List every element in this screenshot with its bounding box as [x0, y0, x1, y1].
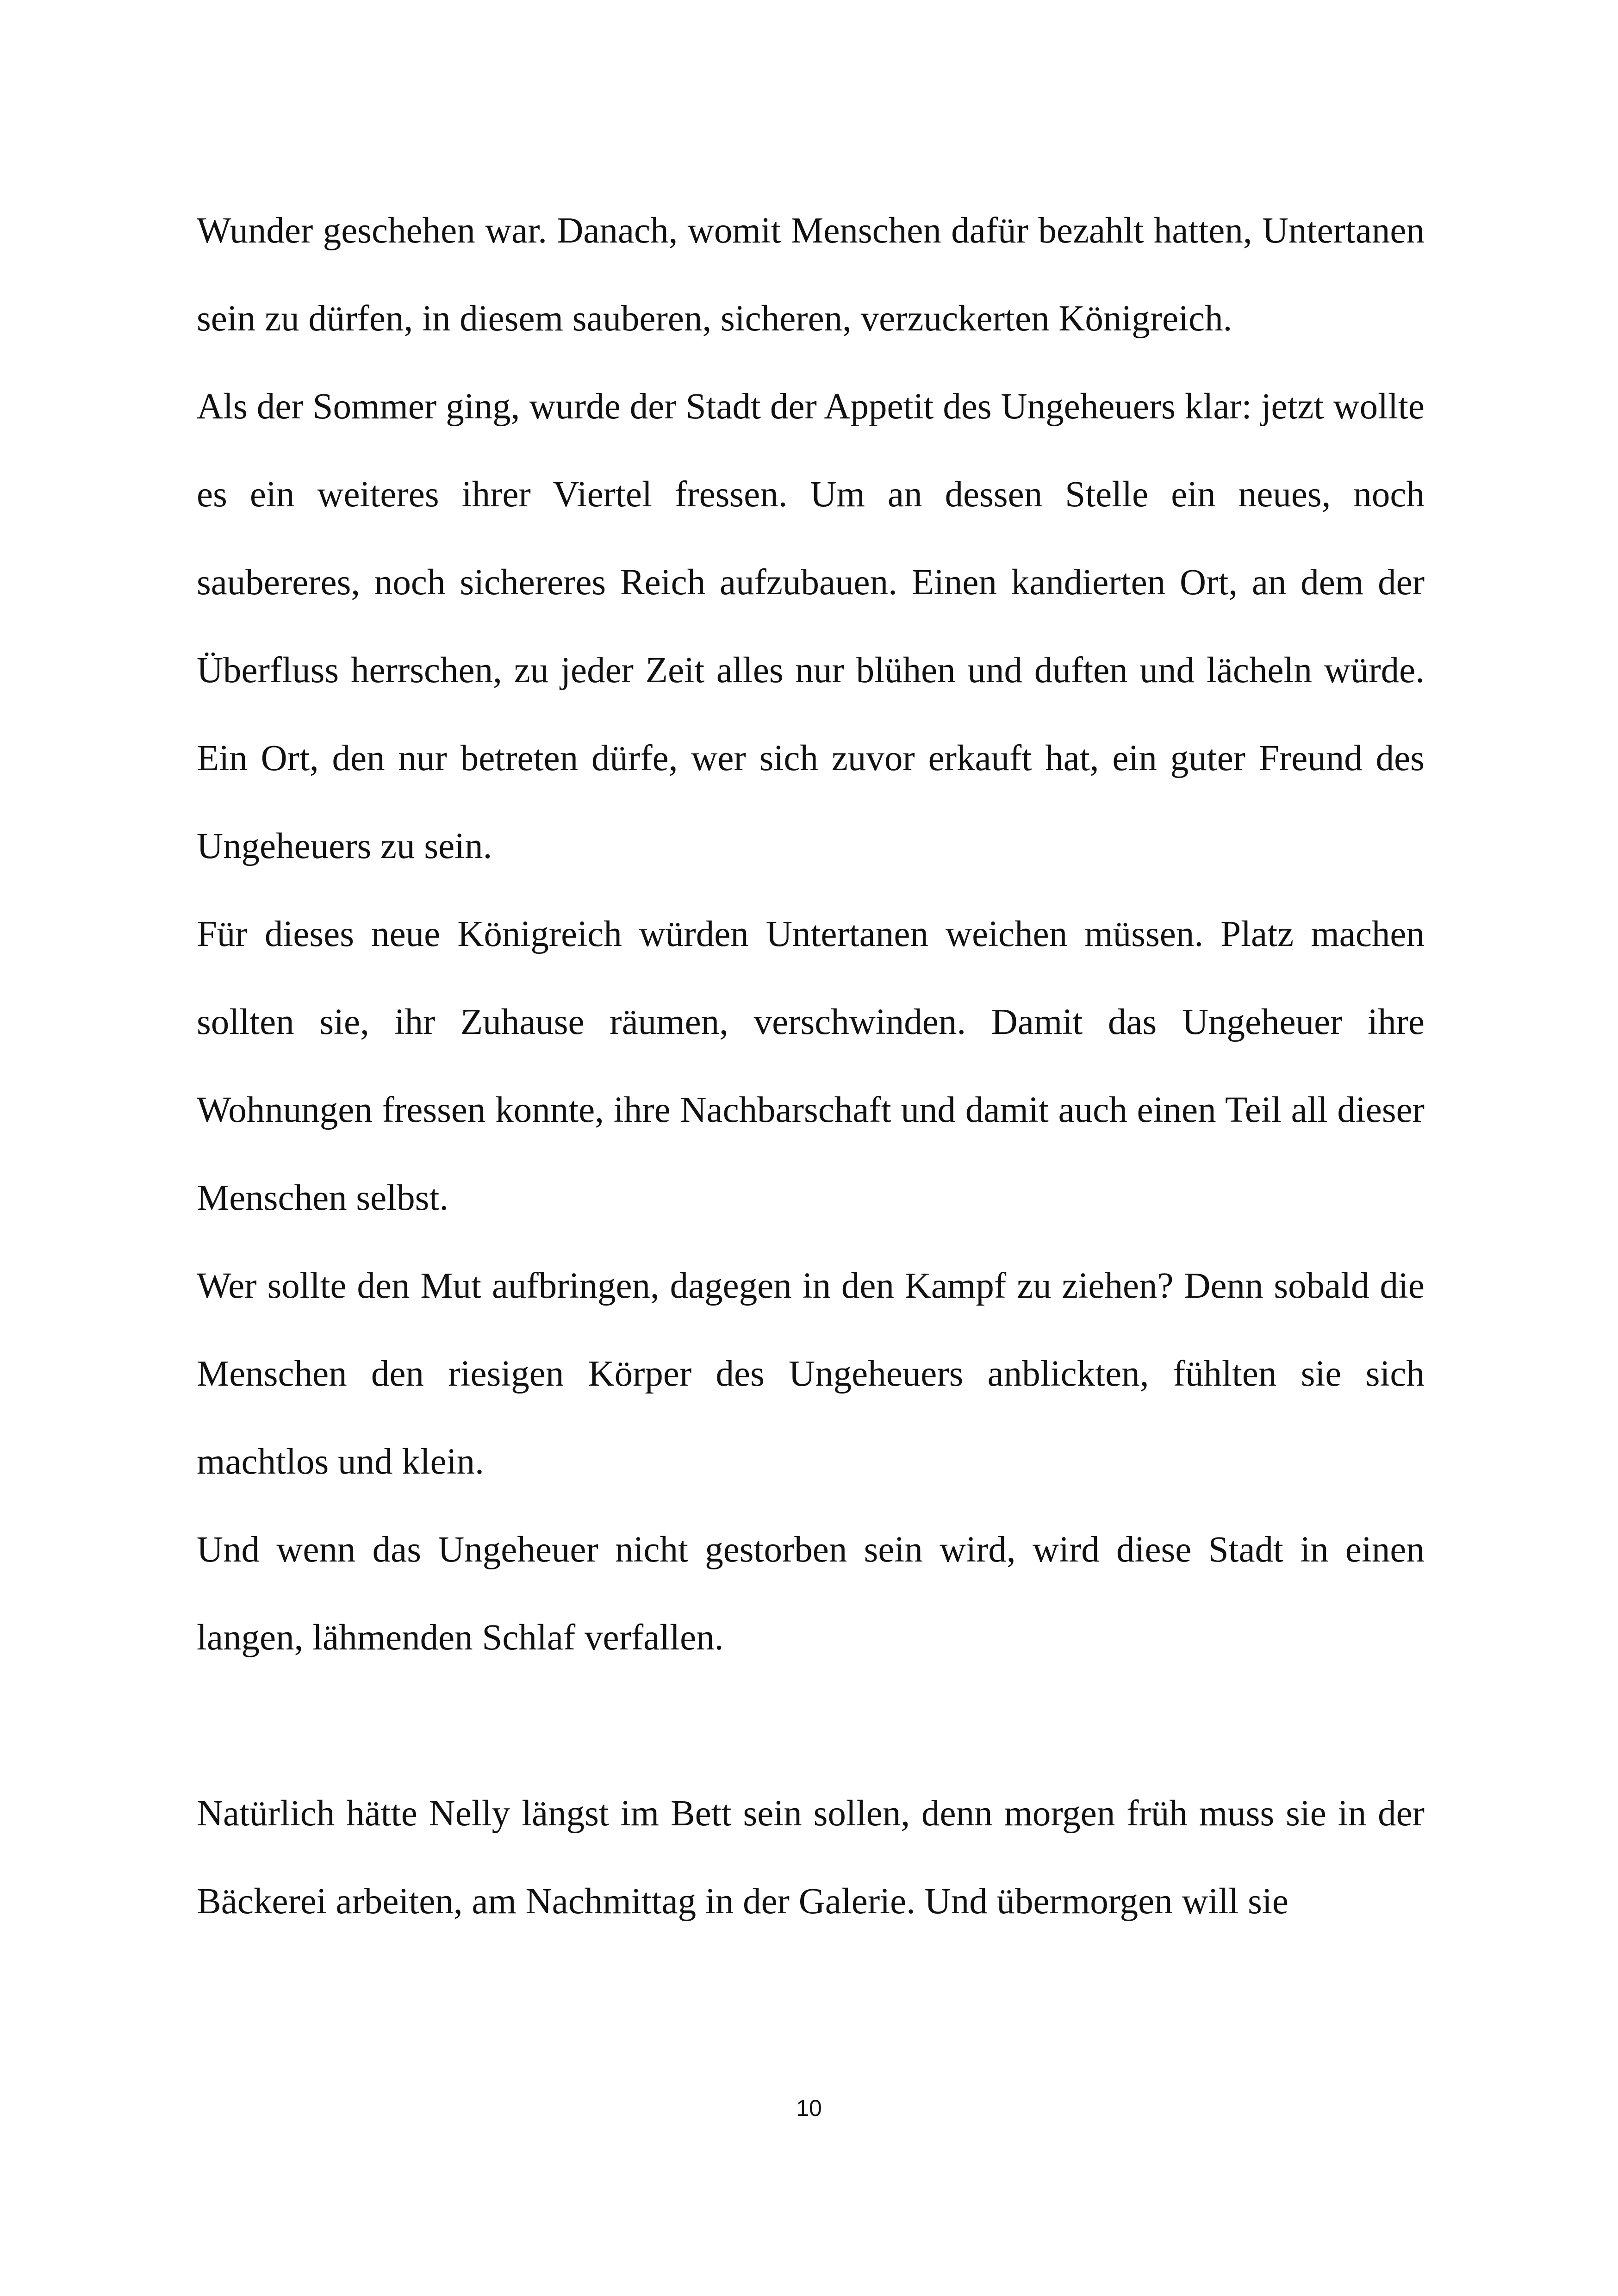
- body-text: [197, 187, 1425, 1946]
- paragraph-6: Natürlich hätte Nelly längst im Bett sein sollen, denn morgen früh muss sie in der Bäckerei arbeiten, am Nachmittag in der Galerie. Und übermorgen will sie: [197, 1793, 1425, 1922]
- paragraph-4: Wer sollte den Mut aufbringen, dagegen in den Kampf zu ziehen? Denn sobald die Menschen den riesigen Körper des Ungeheuers anblickten, fühlten sie sich machtlos und klein.: [197, 1266, 1425, 1482]
- section-break: [197, 1682, 1425, 1770]
- page-number: 10: [796, 2095, 822, 2121]
- paragraph-3: Für dieses neue Königreich würden Untertanen weichen müssen. Platz machen sollten sie, ihr Zuhause räumen, verschwinden. Damit das Ungeheuer ihre Wohnungen fressen konnte, ihre Nachbarschaft und damit auch einen Teil all dieser Menschen selbst.: [197, 914, 1425, 1218]
- paragraph-5: Und wenn das Ungeheuer nicht gestorben sein wird, wird diese Stadt in einen langen, lähmenden Schlaf verfallen.: [197, 1530, 1425, 1658]
- paragraph-2: Als der Sommer ging, wurde der Stadt der Appetit des Ungeheuers klar: jetzt wollte es ein weiteres ihrer Viertel fressen. Um an dessen Stelle ein neues, noch saubereres, noch sichereres Reich aufzubauen. Einen kandierten Ort, an dem der Überfluss herrschen, zu jeder Zeit alles nur blühen und duften und lächeln würde. Ein Ort, den nur betreten dürfe, wer sich zuvor erkauft hat, ein guter Freund des Ungeheuers zu sein.: [197, 386, 1425, 866]
- paragraph-1: Wunder geschehen war. Danach, womit Menschen dafür bezahlt hatten, Untertanen sein zu dürfen, in diesem sauberen, sicheren, verzuckerten Königreich.: [197, 211, 1425, 339]
